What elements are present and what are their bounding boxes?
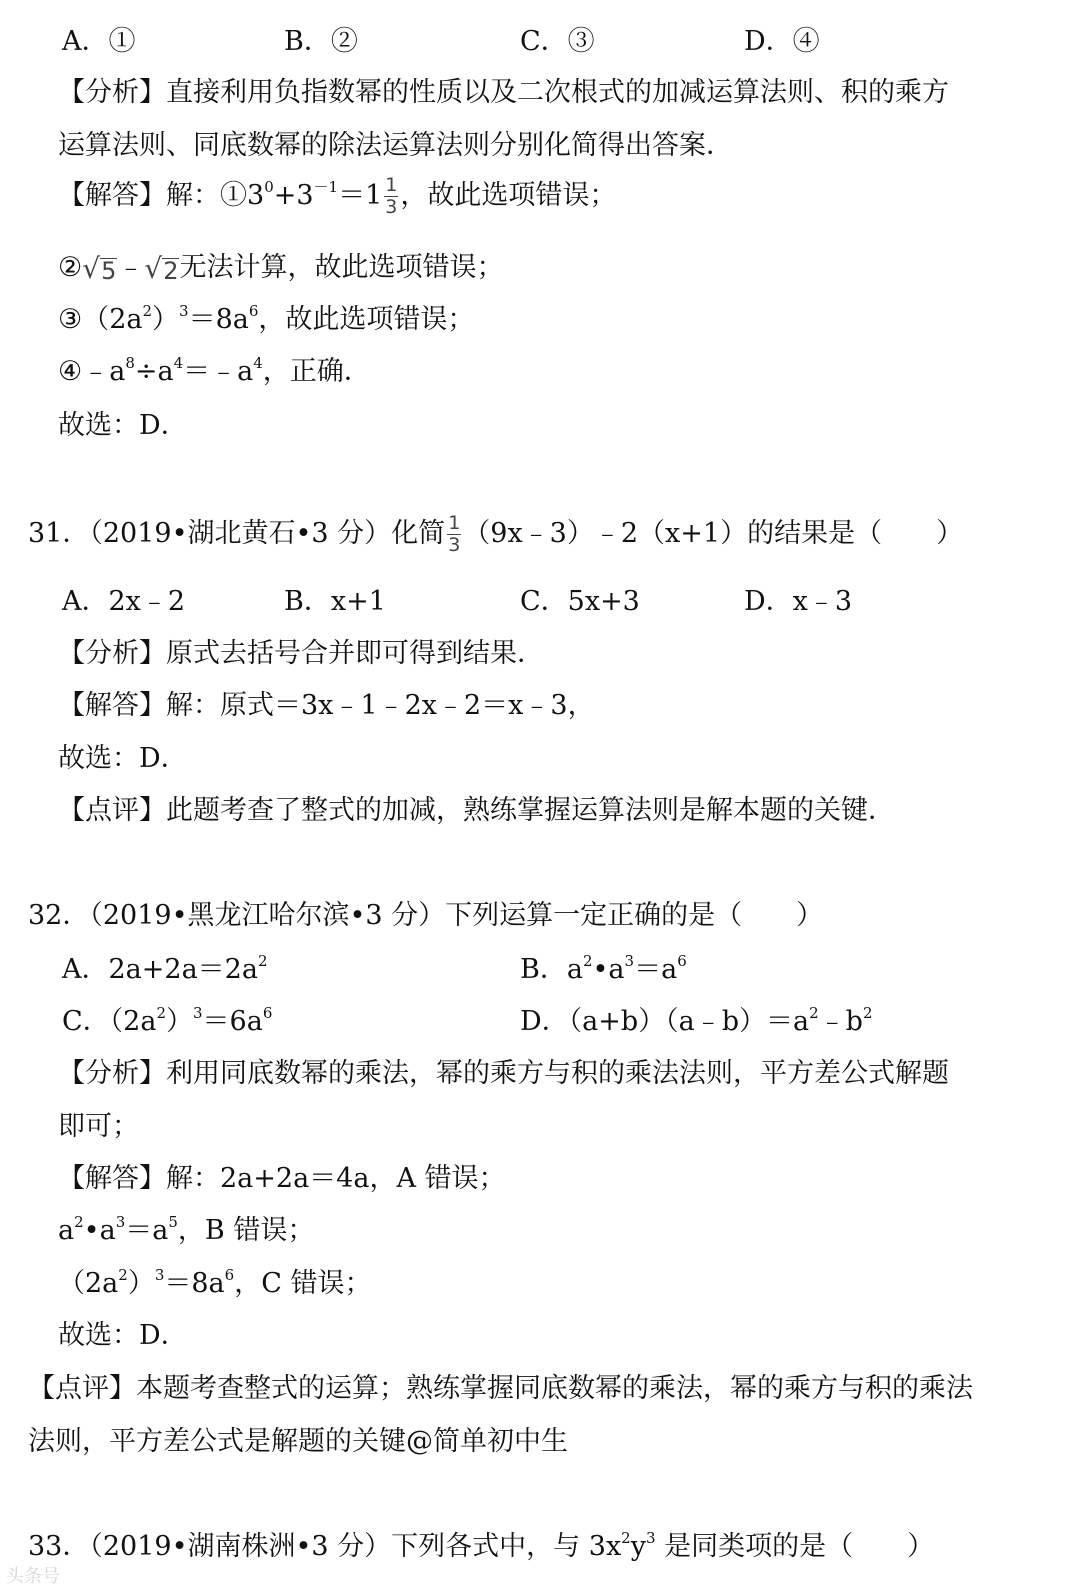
exponent: 8 [125, 354, 135, 372]
exponent: 2 [582, 952, 593, 970]
q31-stem [28, 514, 963, 555]
sqrt-2: √ 2 [144, 251, 179, 285]
text: ＝6a [202, 1006, 263, 1037]
text: ） [165, 1006, 193, 1037]
exponent: 3 [624, 952, 635, 970]
exponent: 2 [862, 1004, 873, 1022]
exponent: 2 [809, 1004, 819, 1022]
fraction-numerator: 1 [448, 512, 461, 534]
exponent: 6 [677, 952, 687, 970]
q30-answer-line-1 [58, 176, 616, 217]
option-d: D．④ [744, 26, 820, 57]
exponent: 0 [264, 178, 274, 196]
text: ＝8a [188, 304, 249, 335]
q32-analysis-line-2: 即可； [58, 1111, 139, 1142]
q32-answer-line-2 [58, 1213, 315, 1246]
q30-choice: 故选：D． [58, 410, 188, 441]
exponent: 2 [257, 952, 268, 970]
text: 无法计算，故此选项错误； [179, 252, 504, 283]
q30-answer-line-2 [58, 251, 504, 285]
q32-comment-line-2: 法则，平方差公式是解题的关键@简单初中生 [28, 1426, 568, 1457]
text: ） [127, 1268, 155, 1299]
text: ） [152, 304, 180, 335]
text: D．（a+b）（a﹣b）＝a [520, 1006, 810, 1037]
text: ＝1 [338, 180, 383, 211]
text: A．2a+2a＝2a [62, 954, 258, 985]
text: ② [58, 252, 83, 283]
exponent: 3 [179, 302, 189, 320]
text: 33．（2019•湖南株洲•3 分）下列各式中，与 3x [28, 1531, 622, 1562]
text: ，C 错误； [234, 1268, 372, 1299]
exponent: 2 [74, 1213, 84, 1231]
fraction-numerator: 1 [385, 174, 398, 196]
text: ﹣ [117, 252, 145, 283]
q32-stem: 32．（2019•黑龙江哈尔滨•3 分）下列运算一定正确的是（ ） [28, 900, 824, 931]
radicand: 5 [101, 256, 117, 285]
q31-analysis: 【分析】原式去括号合并即可得到结果． [58, 638, 544, 669]
text: a [58, 1215, 75, 1246]
text: ＝a [634, 954, 678, 985]
exponent: 6 [224, 1266, 235, 1284]
radicand: 2 [163, 256, 179, 285]
q32-answer-line-1: 【解答】解：2a+2a＝4a，A 错误； [58, 1163, 506, 1194]
exponent: 4 [253, 354, 263, 372]
text: •a [592, 954, 625, 985]
q30-analysis-line-2: 运算法则、同底数幂的除法运算法则分别化简得出答案． [58, 130, 733, 161]
exponent: 3 [645, 1529, 656, 1547]
exponent: 2 [621, 1529, 631, 1547]
option-c: C．③ [520, 26, 595, 57]
text: 【解答】解：①3 [58, 180, 265, 211]
q31-comment: 【点评】此题考查了整式的加减，熟练掌握运算法则是解本题的关键． [58, 795, 895, 826]
text: ③（2a [58, 304, 143, 335]
q32-analysis-line-1: 【分析】利用同底数幂的乘法，幂的乘方与积的乘法法则，平方差公式解题 [58, 1058, 949, 1089]
q32-option-d [520, 1004, 873, 1037]
exponent: －1 [313, 178, 339, 196]
q32-option-a [62, 952, 268, 985]
text: B．a [520, 954, 583, 985]
text: ＝a [125, 1215, 169, 1246]
q32-choice: 故选：D． [58, 1320, 188, 1351]
q32-comment-line-1: 【点评】本题考查整式的运算；熟练掌握同底数幂的乘法，幂的乘方与积的乘法 [28, 1373, 973, 1404]
exponent: 2 [118, 1266, 128, 1284]
text: （2a [58, 1268, 119, 1299]
text: ④﹣a [58, 356, 126, 387]
exponent: 3 [154, 1266, 165, 1284]
q32-option-c [62, 1004, 273, 1037]
text: ＝8a [164, 1268, 225, 1299]
q30-answer-line-4 [58, 354, 371, 387]
exponent: 4 [173, 354, 184, 372]
q31-option-b: B．x+1 [284, 586, 386, 617]
fraction-denominator: 3 [385, 196, 398, 218]
text: ＝﹣a [183, 356, 254, 387]
q30-answer-line-3 [58, 302, 475, 335]
q31-answer: 【解答】解：原式＝3x﹣1﹣2x﹣2＝x﹣3， [58, 690, 595, 721]
text: y [630, 1531, 646, 1562]
q31-option-d: D．x﹣3 [744, 586, 853, 617]
q31-option-a: A．2x﹣2 [62, 586, 186, 617]
q32-answer-line-3 [58, 1266, 372, 1299]
option-a: A．① [62, 26, 136, 57]
text: ，故此选项错误； [400, 180, 617, 211]
text: ，B 错误； [177, 1215, 315, 1246]
text: 31．（2019•湖北黄石•3 分）化简 [28, 518, 446, 549]
exponent: 3 [115, 1213, 126, 1231]
q31-option-c: C．5x+3 [520, 586, 640, 617]
watermark: 头条号 [6, 1566, 60, 1587]
q31-choice: 故选：D． [58, 743, 188, 774]
fraction [384, 176, 398, 217]
q33-stem [28, 1529, 935, 1562]
sqrt-5: √ 5 [82, 251, 117, 285]
text: ，正确． [262, 356, 371, 387]
text: ÷a [134, 356, 174, 387]
exponent: 5 [168, 1213, 178, 1231]
exponent: 6 [262, 1004, 273, 1022]
text: 是同类项的是（ ） [655, 1531, 935, 1562]
fraction [447, 514, 461, 555]
option-b: B．② [284, 26, 358, 57]
text: •a [83, 1215, 116, 1246]
text: ﹣b [818, 1006, 863, 1037]
exponent: 6 [248, 302, 259, 320]
exponent: 3 [192, 1004, 203, 1022]
q30-analysis-line-1: 【分析】直接利用负指数幂的性质以及二次根式的加减运算法则、积的乘方 [58, 77, 949, 108]
text: +3 [273, 180, 314, 211]
text: （9x﹣3）﹣2（x+1）的结果是（ ） [463, 518, 964, 549]
exponent: 2 [142, 302, 153, 320]
text: ，故此选项错误； [258, 304, 475, 335]
fraction-denominator: 3 [448, 534, 461, 556]
exponent: 2 [156, 1004, 166, 1022]
text: C．（2a [62, 1006, 157, 1037]
q32-option-b [520, 952, 687, 985]
